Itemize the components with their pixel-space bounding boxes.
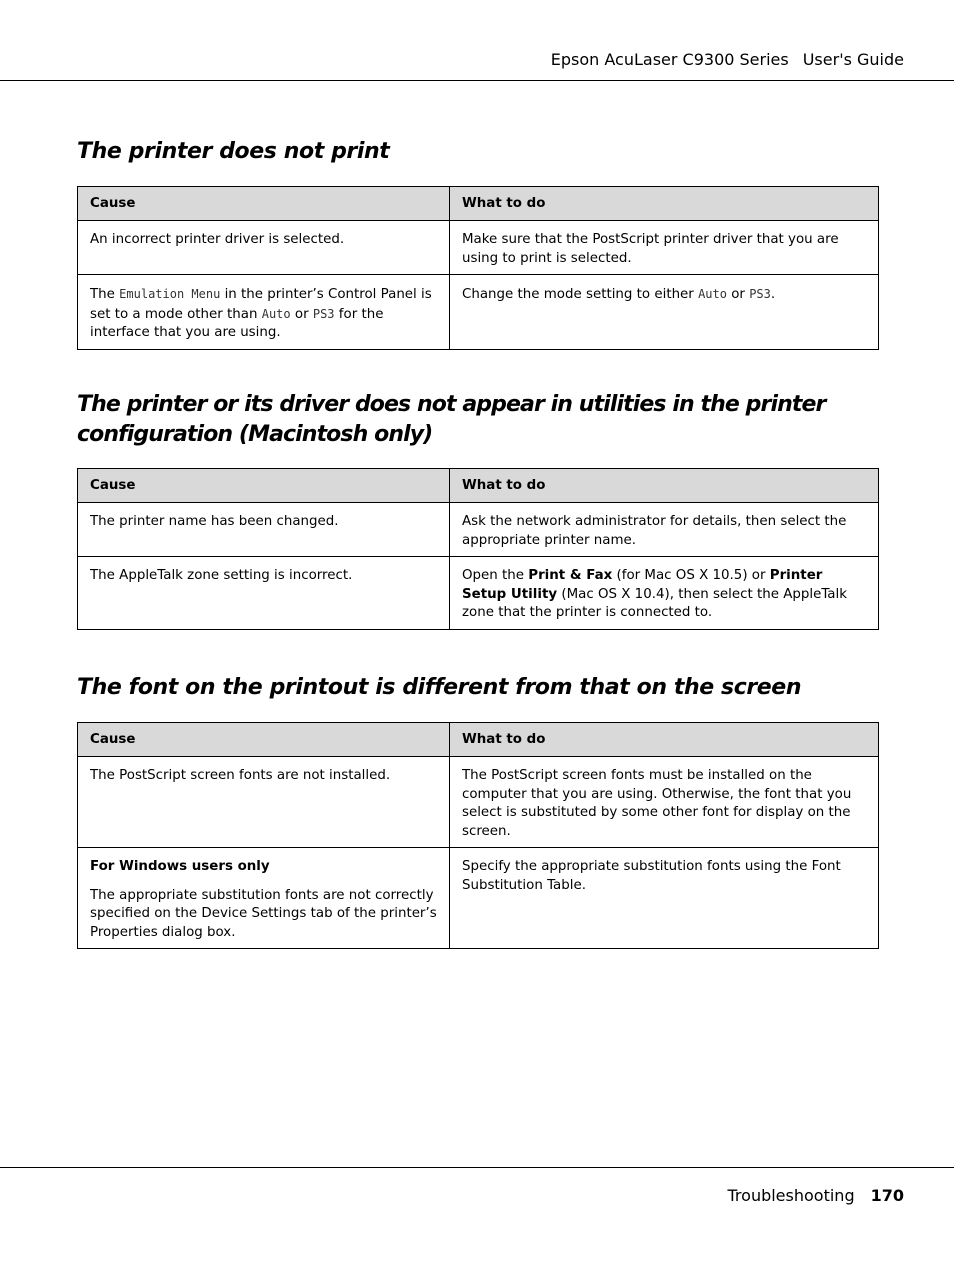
cause-text: or: [290, 306, 313, 322]
cause-cell: The printer name has been changed.: [78, 503, 450, 557]
cause-cell: [78, 275, 450, 350]
running-footer: [728, 1186, 905, 1205]
what-text: (for Mac OS X 10.5) or: [612, 568, 770, 583]
what-text: .: [770, 287, 776, 302]
table-row: [78, 557, 879, 630]
table-header-row: [78, 723, 879, 757]
ps3-code: PS3: [312, 306, 335, 321]
table-row: [78, 221, 879, 275]
header-product: Epson AcuLaser C9300 Series: [550, 50, 789, 69]
col-what-to-do: What to do: [450, 469, 879, 503]
running-header: [551, 50, 904, 69]
cause-cell: An incorrect printer driver is selected.: [78, 221, 450, 275]
cause-text: for the interface that you are using.: [90, 306, 384, 340]
menu-name-code: Emulation Menu: [119, 287, 221, 301]
section-title-font-different: The font on the printout is different from that on the screen: [77, 675, 802, 700]
header-guide: User's Guide: [802, 50, 904, 69]
table-driver-not-appear: [77, 468, 879, 630]
table-row: [78, 275, 879, 350]
table-font-different: [77, 722, 879, 949]
table-row: [78, 757, 879, 848]
printer-setup-utility-label: Printer Setup Utility: [462, 568, 823, 602]
what-text: or: [726, 287, 750, 302]
auto-code: Auto: [698, 287, 727, 301]
what-cell: [450, 275, 879, 350]
table-row: [78, 503, 879, 557]
col-cause: Cause: [78, 469, 450, 503]
section-title-not-print: The printer does not print: [77, 139, 390, 164]
what-text: Open the: [462, 568, 529, 583]
page-number: 170: [870, 1186, 904, 1205]
col-cause: Cause: [78, 187, 450, 221]
cause-cell: The PostScript screen fonts are not installed.: [78, 757, 450, 848]
what-cell: Ask the network administrator for details, then select the appropriate printer name.: [450, 503, 879, 557]
footer-section: Troubleshooting: [727, 1186, 855, 1205]
what-cell: [450, 557, 879, 630]
table-row: [78, 848, 879, 949]
table-not-print: [77, 186, 879, 350]
table-header-row: [78, 187, 879, 221]
cause-text: The appropriate substitution fonts are not correctly specified on the Device Settings tab of the printer’s Properties dialog box.: [90, 887, 437, 940]
cause-cell: The AppleTalk zone setting is incorrect.: [78, 557, 450, 630]
print-fax-label: Print & Fax: [528, 568, 613, 583]
what-text: Change the mode setting to either: [462, 287, 699, 302]
footer-rule: [0, 1167, 954, 1168]
ps3-code: PS3: [749, 287, 771, 301]
what-text: (Mac OS X 10.4), then select the AppleTalk zone that the printer is connected to.: [462, 586, 847, 620]
header-rule: [0, 80, 954, 81]
what-cell: Make sure that the PostScript printer driver that you are using to print is selected.: [450, 221, 879, 275]
col-what-to-do: What to do: [450, 187, 879, 221]
cause-cell: [78, 848, 450, 949]
what-cell: Specify the appropriate substitution fonts using the Font Substitution Table.: [450, 848, 879, 949]
cause-text: The: [90, 287, 120, 302]
what-cell: The PostScript screen fonts must be installed on the computer that you are using. Otherwise, the font that you select is substituted by some other font for display on the screen.: [450, 757, 879, 848]
col-what-to-do: What to do: [450, 723, 879, 757]
section-title-driver-not-appear: The printer or its driver does not appear in utilities in the printer configuration (Macintosh only): [77, 392, 826, 447]
col-cause: Cause: [78, 723, 450, 757]
auto-code: Auto: [261, 306, 291, 321]
cause-text: in the printer’s Control Panel is set to a mode other than: [90, 287, 432, 322]
table-header-row: [78, 469, 879, 503]
windows-only-heading: For Windows users only: [90, 859, 270, 874]
